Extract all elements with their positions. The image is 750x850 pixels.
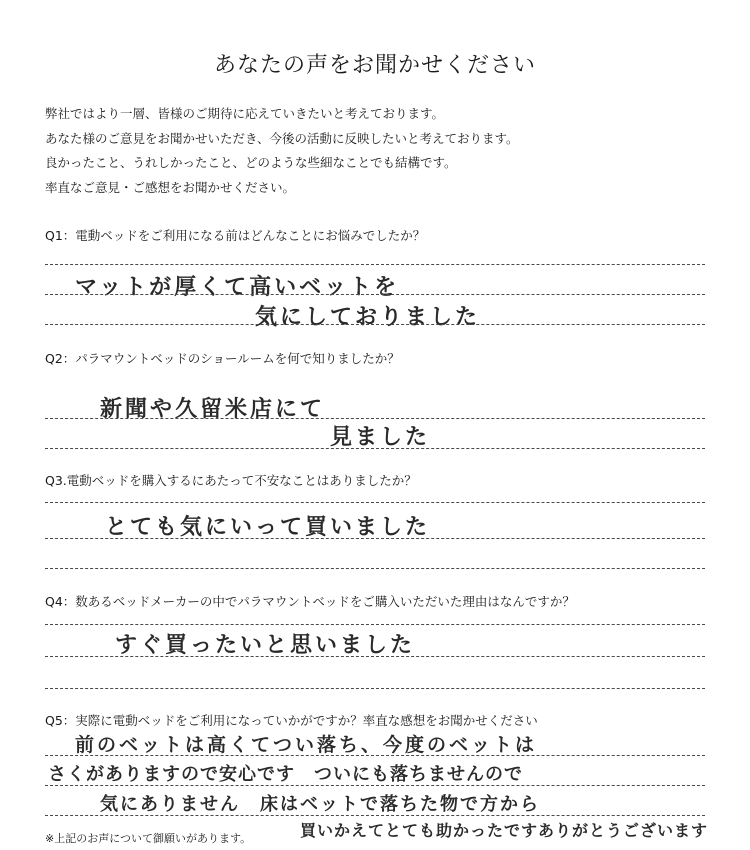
answer-line (45, 538, 705, 539)
answer-line (45, 448, 705, 449)
answer-line (45, 502, 705, 503)
answer-line (45, 568, 705, 569)
answer-line (45, 294, 705, 295)
intro-line: あなた様のご意見をお聞かせいただき、今後の活動に反映したいと考えております。 (45, 130, 519, 146)
answer-line (45, 815, 705, 816)
answer-line (45, 688, 705, 689)
question-3: Q3.電動ベッドを購入するにあたって不安なことはありましたか？ (45, 473, 417, 488)
question-5: Q5：実際に電動ベッドをご利用になっていかがですか？率直な感想をお聞かせください (45, 713, 538, 728)
intro-line: 率直なご意見・ご感想をお聞かせください。 (45, 179, 296, 195)
answer-5-line-4: 買いかえてとても助かったですありがとうございます (300, 821, 709, 840)
page-title: あなたの声をお聞かせください (213, 53, 536, 78)
intro-line: 弊社ではより一層、皆様のご期待に応えていきたいと考えております。 (45, 106, 445, 121)
answer-5-line-2: さくがありますので安心です ついにも落ちませんので (48, 764, 523, 785)
answer-line (45, 785, 705, 786)
answer-3-line-1: とても気にいって買いました (105, 515, 431, 540)
answer-5-line-1: 前のベットは高くてつい落ち、今度のベットは (75, 734, 538, 756)
answer-2-line-1: 新聞や久留米店にて (100, 397, 326, 422)
question-2: Q2：パラマウントベッドのショールームを何で知りましたか？ (45, 351, 400, 366)
answer-1-line-1: マットが厚くて高いベットを (75, 275, 400, 300)
answer-line (45, 418, 705, 419)
answer-line (45, 755, 705, 756)
answer-line (45, 324, 705, 325)
intro-line: 良かったこと、うれしかったこと、どのような些細なことでも結構です。 (45, 155, 457, 170)
question-1: Q1：電動ベッドをご利用になる前はどんなことにお悩みでしたか？ (45, 228, 426, 243)
footer-note: ※上記のお声について御願いがあります。 (45, 832, 252, 845)
answer-4-line-1: すぐ買ったいと思いました (115, 633, 416, 658)
answer-line (45, 656, 705, 657)
intro-text (45, 102, 725, 200)
answer-2-line-2: 見ました (330, 425, 431, 450)
answer-line (45, 264, 705, 265)
answer-5-line-3: 気にありません 床はベットで落ちた物で方から (100, 794, 540, 815)
answer-line (45, 624, 705, 625)
question-4: Q4：数あるベッドメーカーの中でパラマウントベッドをご購入いただいた理由はなんですか？ (45, 594, 575, 609)
answer-1-line-2: 気にしておりました (255, 305, 481, 330)
